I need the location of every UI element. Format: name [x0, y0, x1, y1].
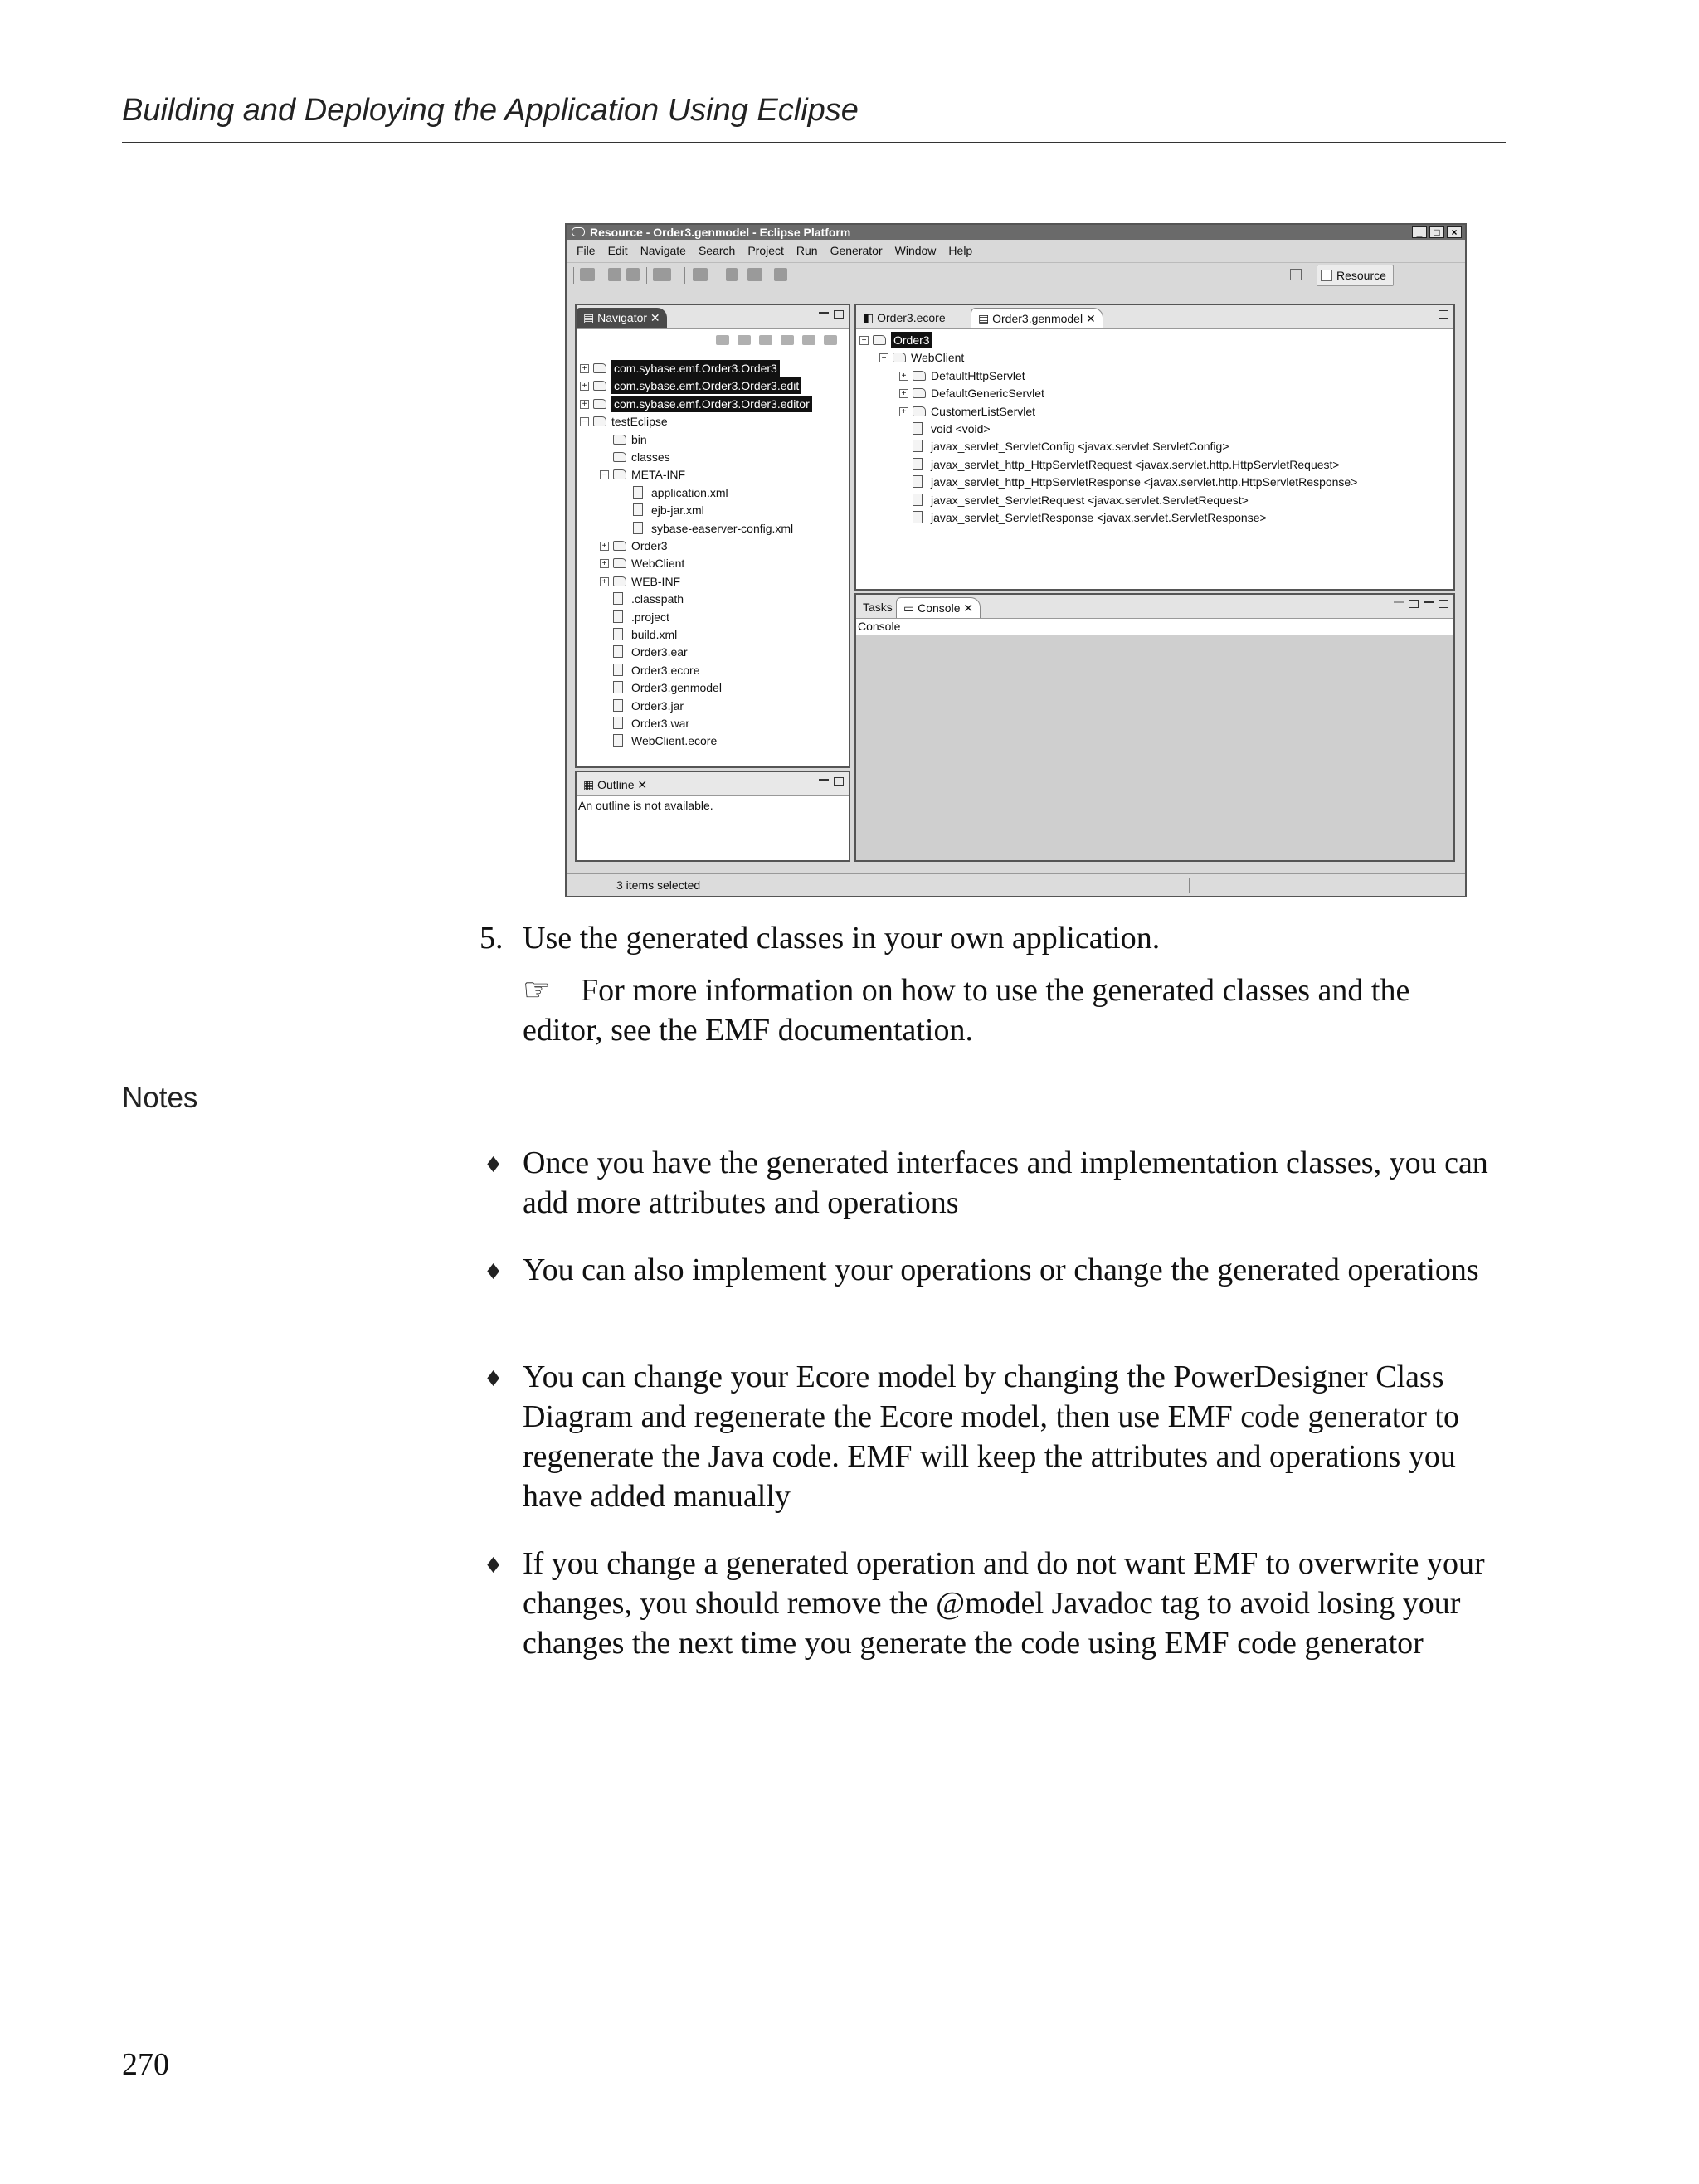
main-toolbar: [567, 262, 1465, 286]
tree-item-label: Order3.ear: [631, 645, 688, 659]
close-icon[interactable]: ✕: [647, 311, 660, 324]
print-icon[interactable]: [626, 268, 640, 281]
diamond-bullet-icon: ♦: [484, 1554, 504, 1578]
folder-icon: [893, 353, 906, 362]
folder-icon: [913, 406, 926, 416]
menu-help[interactable]: Help: [948, 244, 973, 257]
file-icon: [613, 628, 623, 640]
collapse-icon[interactable]: −: [580, 417, 589, 426]
tree-item-label: .classpath: [631, 592, 684, 606]
tree-item-label: bin: [631, 432, 647, 446]
tree-item-label: build.xml: [631, 628, 678, 641]
status-bar: [567, 873, 1465, 896]
collapse-icon[interactable]: −: [879, 353, 888, 362]
pointing-hand-icon: ☞: [523, 973, 552, 1008]
view-menu-icon[interactable]: [824, 335, 837, 345]
file-icon: [913, 440, 923, 452]
tab-tasks[interactable]: Tasks: [863, 601, 893, 614]
tab-navigator[interactable]: [577, 308, 667, 328]
file-icon: [613, 645, 623, 658]
expand-icon[interactable]: +: [600, 559, 609, 568]
navigator-toolbar: [716, 335, 837, 345]
tab-outline[interactable]: [577, 775, 654, 795]
view-min-max: [819, 777, 844, 787]
expand-icon[interactable]: +: [600, 542, 609, 551]
minimize-button[interactable]: _: [1412, 226, 1427, 238]
file-icon: [913, 458, 923, 470]
window-buttons: [1412, 226, 1462, 238]
menu-search[interactable]: Search: [698, 244, 736, 257]
folder-icon: [913, 371, 926, 381]
header-rule: [122, 142, 1506, 143]
window-title: Resource - Order3.genmodel - Eclipse Platform: [590, 226, 851, 239]
outline-view: [575, 771, 850, 862]
resource-perspective-icon: [1321, 270, 1332, 281]
expand-icon[interactable]: +: [899, 407, 908, 416]
folder-icon: [613, 541, 626, 551]
close-icon[interactable]: ✕: [1083, 312, 1096, 325]
tree-item-label: sybase-easerver-config.xml: [651, 521, 794, 535]
perspective-switcher[interactable]: [1317, 265, 1394, 286]
menu-generator[interactable]: Generator: [830, 244, 883, 257]
file-icon: [633, 522, 643, 534]
up-icon[interactable]: [759, 335, 772, 345]
tree-item-label: .project: [631, 610, 669, 624]
folder-icon: [593, 363, 606, 373]
folder-icon: [613, 558, 626, 568]
back-icon[interactable]: [716, 335, 729, 345]
menu-bar: [567, 241, 1465, 260]
note-item: You can change your Ecore model by changing the PowerDesigner Class Diagram and regenerate the Ecore model, then use EMF code generator to regenerate the Java code. EMF will keep the attributes and operations you have added manually: [523, 1360, 1459, 1514]
console-view: [854, 593, 1455, 862]
note-item: If you change a generated operation and do not want EMF to overwrite your changes, you should remove the @model Javadoc tag to avoid losing your changes the next time you generate the code using EMF code generator: [523, 1546, 1485, 1661]
folder-icon: [613, 452, 626, 462]
collapse-all-icon[interactable]: [781, 335, 794, 345]
save-icon[interactable]: [608, 268, 621, 281]
tree-item-label: WebClient.ecore: [631, 734, 718, 748]
menu-edit[interactable]: Edit: [607, 244, 628, 257]
file-icon: [613, 734, 623, 747]
toolbar-separator: [646, 267, 647, 284]
console-output[interactable]: [856, 635, 1453, 860]
diamond-bullet-icon: ♦: [484, 1367, 504, 1392]
note-item: Once you have the generated interfaces and implementation classes, you can add more attributes and operations: [523, 1146, 1488, 1220]
folder-icon: [913, 388, 926, 398]
back-icon[interactable]: [747, 268, 762, 281]
new-icon[interactable]: [580, 268, 595, 281]
tree-item-label: Order3.jar: [631, 698, 684, 713]
search-icon[interactable]: [653, 268, 671, 281]
tree-item-label: com.sybase.emf.Order3.Order3: [611, 360, 780, 377]
diamond-bullet-icon: ♦: [484, 1260, 504, 1285]
outline-message: An outline is not available.: [578, 799, 713, 812]
status-divider: [1189, 878, 1190, 893]
expand-icon[interactable]: +: [580, 382, 589, 391]
console-icon: ▭: [903, 601, 918, 615]
collapse-icon[interactable]: −: [600, 470, 609, 479]
navigator-tab-label: Navigator: [597, 311, 648, 324]
tab-order3-ecore[interactable]: [856, 308, 952, 328]
file-icon: [613, 681, 623, 693]
tree-item-label: com.sybase.emf.Order3.Order3.edit: [611, 377, 801, 394]
menu-file[interactable]: File: [577, 244, 596, 257]
folder-icon: [593, 399, 606, 409]
expand-icon[interactable]: +: [600, 577, 609, 586]
open-perspective-icon[interactable]: [1290, 269, 1302, 280]
tree-item-label: javax_servlet_ServletResponse <javax.servlet.ServletResponse>: [931, 511, 1267, 524]
navigator-view: [575, 304, 850, 768]
minimize-view-icon[interactable]: [819, 779, 829, 787]
tree-item-label: Order3: [891, 332, 932, 348]
notes-heading: Notes: [122, 1082, 198, 1114]
tree-item-label: WEB-INF: [631, 574, 681, 588]
view-min-max: [1439, 310, 1448, 319]
forward-icon[interactable]: [774, 268, 787, 281]
forward-icon[interactable]: [738, 335, 751, 345]
file-icon: [913, 494, 923, 506]
link-editor-icon[interactable]: [802, 335, 815, 345]
genmodel-file-icon: ▤: [978, 312, 993, 325]
folder-icon: [613, 435, 626, 445]
file-icon: [613, 592, 623, 605]
close-button[interactable]: ×: [1447, 226, 1462, 238]
tree-item-label: DefaultHttpServlet: [931, 368, 1025, 382]
tree-item-label: Order3.war: [631, 717, 690, 730]
running-header: Building and Deploying the Application Using Eclipse: [122, 93, 859, 128]
outline-tabbar: [577, 772, 849, 796]
tree-item-label: META-INF: [631, 468, 686, 482]
minimize-view-icon[interactable]: [1424, 601, 1434, 610]
minimize-view-icon[interactable]: [819, 312, 829, 320]
pencil-icon[interactable]: [693, 268, 708, 281]
file-icon: [613, 664, 623, 676]
menu-run[interactable]: Run: [796, 244, 818, 257]
maximize-view-icon[interactable]: [834, 777, 844, 786]
tree-item-label: javax_servlet_http_HttpServletResponse <javax.servlet.http.HttpServletResponse>: [931, 475, 1358, 489]
tree-item-label: testEclipse: [611, 415, 668, 429]
console-tabbar: [856, 595, 1453, 619]
file-icon: [633, 486, 643, 499]
tree-item-label: Order3.genmodel: [631, 681, 722, 695]
expand-icon[interactable]: +: [899, 389, 908, 398]
navigator-icon: ▤: [583, 311, 598, 324]
maximize-view-icon[interactable]: [1439, 600, 1448, 608]
tab-console[interactable]: [896, 597, 981, 618]
tree-item-label: application.xml: [651, 485, 728, 499]
folder-icon: [593, 416, 606, 426]
menu-navigate[interactable]: Navigate: [640, 244, 686, 257]
menu-window[interactable]: Window: [894, 244, 937, 257]
editor-tabbar: [856, 305, 1453, 329]
tree-item-label: javax_servlet_ServletConfig <javax.servlet.ServletConfig>: [931, 440, 1229, 454]
maximize-view-icon[interactable]: [834, 310, 844, 319]
tree-item-label: ejb-jar.xml: [651, 503, 704, 518]
cross-reference-text: For more information on how to use the generated classes and the editor, see the EMF documentation.: [523, 973, 1410, 1048]
step-number: 5.: [480, 921, 504, 956]
file-icon: [633, 503, 643, 516]
diamond-bullet-icon: ♦: [484, 1153, 504, 1178]
folder-icon: [873, 335, 886, 345]
close-icon[interactable]: ✕: [960, 601, 974, 615]
tree-item-label: javax_servlet_ServletRequest <javax.servlet.ServletRequest>: [931, 493, 1249, 507]
file-icon: [613, 717, 623, 729]
editor-tab-label: Order3.ecore: [877, 311, 946, 324]
tree-item-label: com.sybase.emf.Order3.Order3.editor: [611, 396, 812, 412]
expand-icon[interactable]: +: [580, 364, 589, 373]
tree-item-label: WebClient: [631, 557, 685, 571]
toolbar-separator: [684, 267, 685, 284]
tree-item-label: void <void>: [931, 422, 991, 435]
note-item: You can also implement your operations or change the generated operations: [523, 1253, 1479, 1287]
tab-order3-genmodel[interactable]: [971, 308, 1103, 328]
folder-icon: [593, 381, 606, 391]
folder-icon: [613, 469, 626, 479]
ecore-file-icon: ◧: [863, 311, 878, 324]
tree-item-label: javax_servlet_http_HttpServletRequest <javax.servlet.http.HttpServletRequest>: [931, 457, 1340, 471]
step-text: Use the generated classes in your own application.: [523, 921, 1161, 956]
outline-tab-label: Outline: [597, 778, 635, 791]
navigator-tabbar: [577, 305, 849, 329]
collapse-icon[interactable]: −: [859, 336, 869, 345]
perspective-label: Resource: [1336, 269, 1386, 282]
clear-console-icon[interactable]: [1394, 601, 1404, 610]
file-icon: [913, 422, 923, 435]
maximize-button[interactable]: □: [1429, 226, 1444, 238]
status-text: 3 items selected: [616, 878, 701, 892]
toolbar-separator: [573, 267, 574, 284]
tree-item-label: DefaultGenericServlet: [931, 387, 1044, 401]
console-tab-label: Console: [918, 601, 961, 615]
folder-icon: [613, 576, 626, 586]
expand-icon[interactable]: +: [899, 372, 908, 381]
editor-area: [854, 304, 1455, 591]
editor-tab-label: Order3.genmodel: [992, 312, 1083, 325]
display-console-icon[interactable]: [1409, 600, 1419, 608]
file-icon: [613, 699, 623, 712]
menu-project[interactable]: Project: [747, 244, 784, 257]
eclipse-app-icon: [572, 227, 585, 236]
tree-item-label: Order3: [631, 539, 668, 552]
last-edit-icon[interactable]: [726, 268, 738, 281]
tree-item-label: CustomerListServlet: [931, 404, 1036, 418]
expand-icon[interactable]: +: [580, 400, 589, 409]
view-min-max: [819, 310, 844, 320]
maximize-view-icon[interactable]: [1439, 310, 1448, 319]
tree-item-label: Order3.ecore: [631, 663, 700, 677]
file-icon: [913, 511, 923, 523]
window-titlebar: [567, 225, 1465, 240]
page-number: 270: [122, 2047, 169, 2082]
console-label: Console: [858, 620, 901, 633]
tree-item-label: classes: [631, 450, 670, 464]
view-min-max: [1394, 600, 1448, 610]
file-icon: [613, 610, 623, 623]
tree-item-label: WebClient: [911, 351, 965, 365]
file-icon: [913, 475, 923, 488]
eclipse-screenshot: [565, 223, 1467, 897]
outline-icon: ▦: [583, 778, 598, 791]
close-icon[interactable]: ✕: [634, 778, 648, 791]
